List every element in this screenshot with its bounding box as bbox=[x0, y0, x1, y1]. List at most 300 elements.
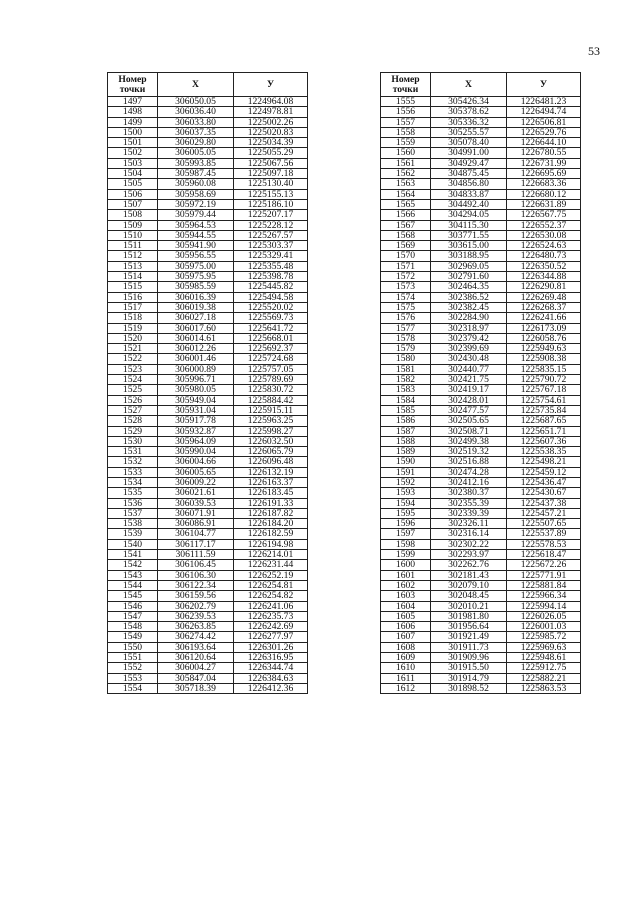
x-coordinate-cell: 302318.97 bbox=[431, 323, 507, 333]
y-coordinate-cell: 1226096.48 bbox=[234, 457, 308, 467]
x-coordinate-cell: 305944.55 bbox=[158, 230, 234, 240]
x-coordinate-cell: 306029.80 bbox=[158, 138, 234, 148]
x-coordinate-cell: 306202.79 bbox=[158, 601, 234, 611]
y-coordinate-cell: 1226026.05 bbox=[507, 611, 581, 621]
y-coordinate-cell: 1225884.42 bbox=[234, 395, 308, 405]
y-coordinate-cell: 1226214.01 bbox=[234, 550, 308, 560]
point-number-cell: 1592 bbox=[381, 477, 431, 487]
point-number-cell: 1585 bbox=[381, 405, 431, 415]
x-coordinate-cell: 302477.57 bbox=[431, 405, 507, 415]
y-coordinate-cell: 1226344.74 bbox=[234, 663, 308, 673]
point-number-cell: 1583 bbox=[381, 385, 431, 395]
y-coordinate-cell: 1225437.38 bbox=[507, 498, 581, 508]
point-number-cell: 1595 bbox=[381, 508, 431, 518]
point-number-cell: 1539 bbox=[108, 529, 158, 539]
x-coordinate-cell: 302339.39 bbox=[431, 508, 507, 518]
x-coordinate-cell: 302316.14 bbox=[431, 529, 507, 539]
y-coordinate-cell: 1225207.17 bbox=[234, 210, 308, 220]
point-number-cell: 1526 bbox=[108, 395, 158, 405]
point-number-cell: 1500 bbox=[108, 127, 158, 137]
point-number-cell: 1603 bbox=[381, 591, 431, 601]
point-number-cell: 1606 bbox=[381, 622, 431, 632]
table-row bbox=[381, 591, 581, 601]
point-number-cell: 1582 bbox=[381, 375, 431, 385]
y-coordinate-cell: 1225618.47 bbox=[507, 550, 581, 560]
x-coordinate-cell: 306004.27 bbox=[158, 663, 234, 673]
point-number-cell: 1521 bbox=[108, 344, 158, 354]
table-row bbox=[108, 344, 308, 354]
y-coordinate-cell: 1226384.63 bbox=[234, 673, 308, 683]
point-number-cell: 1550 bbox=[108, 642, 158, 652]
table-row bbox=[108, 683, 308, 693]
x-coordinate-cell: 301981.80 bbox=[431, 611, 507, 621]
x-coordinate-cell: 305847.04 bbox=[158, 673, 234, 683]
y-coordinate-cell: 1225097.18 bbox=[234, 169, 308, 179]
page-number: 53 bbox=[588, 44, 600, 58]
point-number-cell: 1528 bbox=[108, 416, 158, 426]
y-coordinate-cell: 1226530.08 bbox=[507, 230, 581, 240]
table-row bbox=[381, 127, 581, 137]
x-coordinate-cell: 301909.96 bbox=[431, 653, 507, 663]
table-row bbox=[108, 477, 308, 487]
point-number-cell: 1596 bbox=[381, 519, 431, 529]
x-coordinate-cell: 301914.79 bbox=[431, 673, 507, 683]
y-coordinate-cell: 1225445.82 bbox=[234, 282, 308, 292]
table-row bbox=[381, 375, 581, 385]
y-coordinate-cell: 1225267.57 bbox=[234, 230, 308, 240]
point-number-cell: 1533 bbox=[108, 467, 158, 477]
point-number-cell: 1563 bbox=[381, 179, 431, 189]
table-row bbox=[381, 447, 581, 457]
table-row bbox=[108, 580, 308, 590]
table-row bbox=[108, 426, 308, 436]
point-number-cell: 1540 bbox=[108, 539, 158, 549]
x-coordinate-cell: 302079.10 bbox=[431, 580, 507, 590]
table-row bbox=[108, 622, 308, 632]
table-row bbox=[108, 107, 308, 117]
table-row bbox=[108, 519, 308, 529]
y-coordinate-cell: 1226680.12 bbox=[507, 189, 581, 199]
x-coordinate-cell: 302382.45 bbox=[431, 302, 507, 312]
x-coordinate-cell: 302464.35 bbox=[431, 282, 507, 292]
point-number-cell: 1508 bbox=[108, 210, 158, 220]
x-coordinate-cell: 306012.26 bbox=[158, 344, 234, 354]
y-coordinate-cell: 1225963.25 bbox=[234, 416, 308, 426]
point-number-cell: 1536 bbox=[108, 498, 158, 508]
y-coordinate-cell: 1226235.73 bbox=[234, 611, 308, 621]
column-header-y: У bbox=[234, 73, 308, 97]
table-row bbox=[381, 199, 581, 209]
x-coordinate-cell: 302428.01 bbox=[431, 395, 507, 405]
x-coordinate-cell: 305336.32 bbox=[431, 117, 507, 127]
table-row bbox=[108, 457, 308, 467]
point-number-cell: 1581 bbox=[381, 364, 431, 374]
table-row bbox=[108, 488, 308, 498]
x-coordinate-cell: 302399.69 bbox=[431, 344, 507, 354]
point-number-cell: 1558 bbox=[381, 127, 431, 137]
point-number-cell: 1559 bbox=[381, 138, 431, 148]
y-coordinate-cell: 1226301.26 bbox=[234, 642, 308, 652]
y-coordinate-cell: 1225908.38 bbox=[507, 354, 581, 364]
point-number-cell: 1597 bbox=[381, 529, 431, 539]
y-coordinate-cell: 1225651.71 bbox=[507, 426, 581, 436]
y-coordinate-cell: 1226277.97 bbox=[234, 632, 308, 642]
point-number-cell: 1565 bbox=[381, 199, 431, 209]
table-row bbox=[381, 158, 581, 168]
table-row bbox=[381, 189, 581, 199]
point-number-cell: 1568 bbox=[381, 230, 431, 240]
x-coordinate-cell: 305964.53 bbox=[158, 220, 234, 230]
y-coordinate-cell: 1226316.95 bbox=[234, 653, 308, 663]
column-header-point-number: Номер точки bbox=[381, 73, 431, 97]
table-row bbox=[381, 653, 581, 663]
y-coordinate-cell: 1225754.61 bbox=[507, 395, 581, 405]
table-body-left bbox=[108, 97, 308, 694]
x-coordinate-cell: 305958.69 bbox=[158, 189, 234, 199]
x-coordinate-cell: 304875.45 bbox=[431, 169, 507, 179]
table-row bbox=[381, 282, 581, 292]
y-coordinate-cell: 1225912.75 bbox=[507, 663, 581, 673]
table-row bbox=[381, 261, 581, 271]
table-row bbox=[108, 653, 308, 663]
point-number-cell: 1517 bbox=[108, 302, 158, 312]
table-row bbox=[108, 272, 308, 282]
table-row bbox=[108, 611, 308, 621]
y-coordinate-cell: 1226184.20 bbox=[234, 519, 308, 529]
x-coordinate-cell: 302419.17 bbox=[431, 385, 507, 395]
y-coordinate-cell: 1226252.19 bbox=[234, 570, 308, 580]
point-number-cell: 1547 bbox=[108, 611, 158, 621]
y-coordinate-cell: 1225569.73 bbox=[234, 313, 308, 323]
table-row bbox=[381, 488, 581, 498]
x-coordinate-cell: 302284.90 bbox=[431, 313, 507, 323]
point-number-cell: 1573 bbox=[381, 282, 431, 292]
x-coordinate-cell: 302262.76 bbox=[431, 560, 507, 570]
table-row bbox=[381, 292, 581, 302]
y-coordinate-cell: 1226695.69 bbox=[507, 169, 581, 179]
table-row bbox=[108, 570, 308, 580]
point-number-cell: 1567 bbox=[381, 220, 431, 230]
y-coordinate-cell: 1226350.52 bbox=[507, 261, 581, 271]
table-row bbox=[381, 333, 581, 343]
x-coordinate-cell: 306009.22 bbox=[158, 477, 234, 487]
y-coordinate-cell: 1225607.36 bbox=[507, 436, 581, 446]
table-row bbox=[108, 189, 308, 199]
y-coordinate-cell: 1224978.81 bbox=[234, 107, 308, 117]
x-coordinate-cell: 304115.30 bbox=[431, 220, 507, 230]
y-coordinate-cell: 1225790.72 bbox=[507, 375, 581, 385]
y-coordinate-cell: 1225735.84 bbox=[507, 405, 581, 415]
x-coordinate-cell: 302380.37 bbox=[431, 488, 507, 498]
table-row bbox=[381, 241, 581, 251]
table-row bbox=[108, 375, 308, 385]
point-number-cell: 1604 bbox=[381, 601, 431, 611]
y-coordinate-cell: 1225537.89 bbox=[507, 529, 581, 539]
y-coordinate-cell: 1226290.81 bbox=[507, 282, 581, 292]
table-row bbox=[108, 97, 308, 107]
column-header-x: X bbox=[431, 73, 507, 97]
table-row bbox=[381, 251, 581, 261]
y-coordinate-cell: 1226001.03 bbox=[507, 622, 581, 632]
point-number-cell: 1557 bbox=[381, 117, 431, 127]
column-header-y: У bbox=[507, 73, 581, 97]
x-coordinate-cell: 301915.50 bbox=[431, 663, 507, 673]
x-coordinate-cell: 302379.42 bbox=[431, 333, 507, 343]
table-row bbox=[108, 323, 308, 333]
y-coordinate-cell: 1225863.53 bbox=[507, 683, 581, 693]
table-row bbox=[381, 302, 581, 312]
y-coordinate-cell: 1226242.69 bbox=[234, 622, 308, 632]
point-number-cell: 1504 bbox=[108, 169, 158, 179]
table-body-right bbox=[381, 97, 581, 694]
x-coordinate-cell: 305378.62 bbox=[431, 107, 507, 117]
table-row bbox=[108, 663, 308, 673]
x-coordinate-cell: 306004.66 bbox=[158, 457, 234, 467]
table-row bbox=[381, 313, 581, 323]
table-row bbox=[381, 539, 581, 549]
table-row bbox=[381, 477, 581, 487]
x-coordinate-cell: 302519.32 bbox=[431, 447, 507, 457]
point-number-cell: 1551 bbox=[108, 653, 158, 663]
point-number-cell: 1548 bbox=[108, 622, 158, 632]
x-coordinate-cell: 306263.85 bbox=[158, 622, 234, 632]
y-coordinate-cell: 1225830.72 bbox=[234, 385, 308, 395]
y-coordinate-cell: 1225687.65 bbox=[507, 416, 581, 426]
x-coordinate-cell: 306120.64 bbox=[158, 653, 234, 663]
table-row bbox=[381, 230, 581, 240]
y-coordinate-cell: 1225578.53 bbox=[507, 539, 581, 549]
table-row bbox=[108, 364, 308, 374]
x-coordinate-cell: 304492.40 bbox=[431, 199, 507, 209]
point-number-cell: 1515 bbox=[108, 282, 158, 292]
point-number-cell: 1506 bbox=[108, 189, 158, 199]
table-header-row bbox=[381, 73, 581, 97]
x-coordinate-cell: 306000.89 bbox=[158, 364, 234, 374]
table-row bbox=[108, 241, 308, 251]
point-number-cell: 1513 bbox=[108, 261, 158, 271]
y-coordinate-cell: 1225186.10 bbox=[234, 199, 308, 209]
point-number-cell: 1555 bbox=[381, 97, 431, 107]
point-number-cell: 1552 bbox=[108, 663, 158, 673]
point-number-cell: 1524 bbox=[108, 375, 158, 385]
point-number-cell: 1542 bbox=[108, 560, 158, 570]
table-row bbox=[381, 138, 581, 148]
y-coordinate-cell: 1226529.76 bbox=[507, 127, 581, 137]
point-number-cell: 1520 bbox=[108, 333, 158, 343]
y-coordinate-cell: 1225966.34 bbox=[507, 591, 581, 601]
table-row bbox=[381, 426, 581, 436]
y-coordinate-cell: 1225767.18 bbox=[507, 385, 581, 395]
y-coordinate-cell: 1225520.02 bbox=[234, 302, 308, 312]
table-row bbox=[108, 158, 308, 168]
point-number-cell: 1523 bbox=[108, 364, 158, 374]
y-coordinate-cell: 1226412.36 bbox=[234, 683, 308, 693]
point-number-cell: 1579 bbox=[381, 344, 431, 354]
x-coordinate-cell: 302969.05 bbox=[431, 261, 507, 271]
table-row bbox=[381, 117, 581, 127]
y-coordinate-cell: 1225538.35 bbox=[507, 447, 581, 457]
y-coordinate-cell: 1225067.56 bbox=[234, 158, 308, 168]
x-coordinate-cell: 305949.04 bbox=[158, 395, 234, 405]
table-row bbox=[381, 220, 581, 230]
x-coordinate-cell: 304929.47 bbox=[431, 158, 507, 168]
point-number-cell: 1598 bbox=[381, 539, 431, 549]
x-coordinate-cell: 301921.49 bbox=[431, 632, 507, 642]
x-coordinate-cell: 302516.88 bbox=[431, 457, 507, 467]
point-number-cell: 1499 bbox=[108, 117, 158, 127]
x-coordinate-cell: 306037.35 bbox=[158, 127, 234, 137]
x-coordinate-cell: 306071.91 bbox=[158, 508, 234, 518]
x-coordinate-cell: 304991.00 bbox=[431, 148, 507, 158]
point-number-cell: 1530 bbox=[108, 436, 158, 446]
y-coordinate-cell: 1225835.15 bbox=[507, 364, 581, 374]
table-row bbox=[381, 508, 581, 518]
y-coordinate-cell: 1226552.37 bbox=[507, 220, 581, 230]
y-coordinate-cell: 1225034.39 bbox=[234, 138, 308, 148]
x-coordinate-cell: 306106.30 bbox=[158, 570, 234, 580]
point-number-cell: 1611 bbox=[381, 673, 431, 683]
y-coordinate-cell: 1225948.61 bbox=[507, 653, 581, 663]
y-coordinate-cell: 1226241.06 bbox=[234, 601, 308, 611]
point-number-cell: 1566 bbox=[381, 210, 431, 220]
table-row bbox=[108, 220, 308, 230]
y-coordinate-cell: 1226241.66 bbox=[507, 313, 581, 323]
point-number-cell: 1601 bbox=[381, 570, 431, 580]
x-coordinate-cell: 303188.95 bbox=[431, 251, 507, 261]
x-coordinate-cell: 302326.11 bbox=[431, 519, 507, 529]
table-row bbox=[108, 529, 308, 539]
point-number-cell: 1578 bbox=[381, 333, 431, 343]
table-header-row bbox=[108, 73, 308, 97]
table-row bbox=[108, 591, 308, 601]
y-coordinate-cell: 1225002.26 bbox=[234, 117, 308, 127]
point-number-cell: 1545 bbox=[108, 591, 158, 601]
y-coordinate-cell: 1225155.13 bbox=[234, 189, 308, 199]
y-coordinate-cell: 1225355.48 bbox=[234, 261, 308, 271]
point-number-cell: 1510 bbox=[108, 230, 158, 240]
x-coordinate-cell: 306039.53 bbox=[158, 498, 234, 508]
y-coordinate-cell: 1226173.09 bbox=[507, 323, 581, 333]
table-row bbox=[108, 199, 308, 209]
x-coordinate-cell: 305980.05 bbox=[158, 385, 234, 395]
point-number-cell: 1570 bbox=[381, 251, 431, 261]
point-number-cell: 1534 bbox=[108, 477, 158, 487]
x-coordinate-cell: 302474.28 bbox=[431, 467, 507, 477]
x-coordinate-cell: 305718.39 bbox=[158, 683, 234, 693]
point-number-cell: 1564 bbox=[381, 189, 431, 199]
x-coordinate-cell: 305917.78 bbox=[158, 416, 234, 426]
point-number-cell: 1511 bbox=[108, 241, 158, 251]
point-number-cell: 1594 bbox=[381, 498, 431, 508]
y-coordinate-cell: 1225020.83 bbox=[234, 127, 308, 137]
point-number-cell: 1591 bbox=[381, 467, 431, 477]
table-row bbox=[381, 519, 581, 529]
point-number-cell: 1569 bbox=[381, 241, 431, 251]
x-coordinate-cell: 302010.21 bbox=[431, 601, 507, 611]
x-coordinate-cell: 305993.85 bbox=[158, 158, 234, 168]
y-coordinate-cell: 1225672.26 bbox=[507, 560, 581, 570]
point-number-cell: 1605 bbox=[381, 611, 431, 621]
x-coordinate-cell: 306027.18 bbox=[158, 313, 234, 323]
y-coordinate-cell: 1225985.72 bbox=[507, 632, 581, 642]
y-coordinate-cell: 1226032.50 bbox=[234, 436, 308, 446]
point-number-cell: 1577 bbox=[381, 323, 431, 333]
x-coordinate-cell: 303615.00 bbox=[431, 241, 507, 251]
x-coordinate-cell: 306104.77 bbox=[158, 529, 234, 539]
table-row bbox=[381, 416, 581, 426]
y-coordinate-cell: 1225459.12 bbox=[507, 467, 581, 477]
y-coordinate-cell: 1226231.44 bbox=[234, 560, 308, 570]
point-number-cell: 1593 bbox=[381, 488, 431, 498]
table-row bbox=[381, 601, 581, 611]
x-coordinate-cell: 301911.73 bbox=[431, 642, 507, 652]
point-number-cell: 1576 bbox=[381, 313, 431, 323]
x-coordinate-cell: 305426.34 bbox=[431, 97, 507, 107]
table-row bbox=[108, 642, 308, 652]
y-coordinate-cell: 1225757.05 bbox=[234, 364, 308, 374]
table-row bbox=[108, 354, 308, 364]
table-row bbox=[381, 405, 581, 415]
table-row bbox=[108, 632, 308, 642]
table-row bbox=[108, 539, 308, 549]
table-row bbox=[381, 107, 581, 117]
table-row bbox=[108, 127, 308, 137]
y-coordinate-cell: 1224964.08 bbox=[234, 97, 308, 107]
x-coordinate-cell: 302499.38 bbox=[431, 436, 507, 446]
point-number-cell: 1497 bbox=[108, 97, 158, 107]
point-number-cell: 1519 bbox=[108, 323, 158, 333]
y-coordinate-cell: 1225498.21 bbox=[507, 457, 581, 467]
table-row bbox=[108, 313, 308, 323]
x-coordinate-cell: 306014.61 bbox=[158, 333, 234, 343]
table-row bbox=[108, 179, 308, 189]
point-number-cell: 1503 bbox=[108, 158, 158, 168]
x-coordinate-cell: 305975.95 bbox=[158, 272, 234, 282]
x-coordinate-cell: 305987.45 bbox=[158, 169, 234, 179]
point-number-cell: 1509 bbox=[108, 220, 158, 230]
x-coordinate-cell: 302302.22 bbox=[431, 539, 507, 549]
y-coordinate-cell: 1226524.63 bbox=[507, 241, 581, 251]
point-number-cell: 1612 bbox=[381, 683, 431, 693]
point-number-cell: 1505 bbox=[108, 179, 158, 189]
point-number-cell: 1512 bbox=[108, 251, 158, 261]
y-coordinate-cell: 1225771.91 bbox=[507, 570, 581, 580]
table-row bbox=[381, 580, 581, 590]
point-number-cell: 1574 bbox=[381, 292, 431, 302]
y-coordinate-cell: 1225789.69 bbox=[234, 375, 308, 385]
point-number-cell: 1531 bbox=[108, 447, 158, 457]
point-number-cell: 1575 bbox=[381, 302, 431, 312]
x-coordinate-cell: 302440.77 bbox=[431, 364, 507, 374]
y-coordinate-cell: 1226344.88 bbox=[507, 272, 581, 282]
point-number-cell: 1516 bbox=[108, 292, 158, 302]
table-row bbox=[108, 302, 308, 312]
table-row bbox=[381, 550, 581, 560]
point-number-cell: 1522 bbox=[108, 354, 158, 364]
point-number-cell: 1535 bbox=[108, 488, 158, 498]
x-coordinate-cell: 305931.04 bbox=[158, 405, 234, 415]
point-number-cell: 1538 bbox=[108, 519, 158, 529]
x-coordinate-cell: 306016.39 bbox=[158, 292, 234, 302]
x-coordinate-cell: 302505.65 bbox=[431, 416, 507, 426]
table-row bbox=[381, 642, 581, 652]
table-row bbox=[108, 550, 308, 560]
column-header-point-number: Номер точки bbox=[108, 73, 158, 97]
point-number-cell: 1610 bbox=[381, 663, 431, 673]
table-row bbox=[108, 251, 308, 261]
table-row bbox=[381, 632, 581, 642]
point-number-cell: 1590 bbox=[381, 457, 431, 467]
